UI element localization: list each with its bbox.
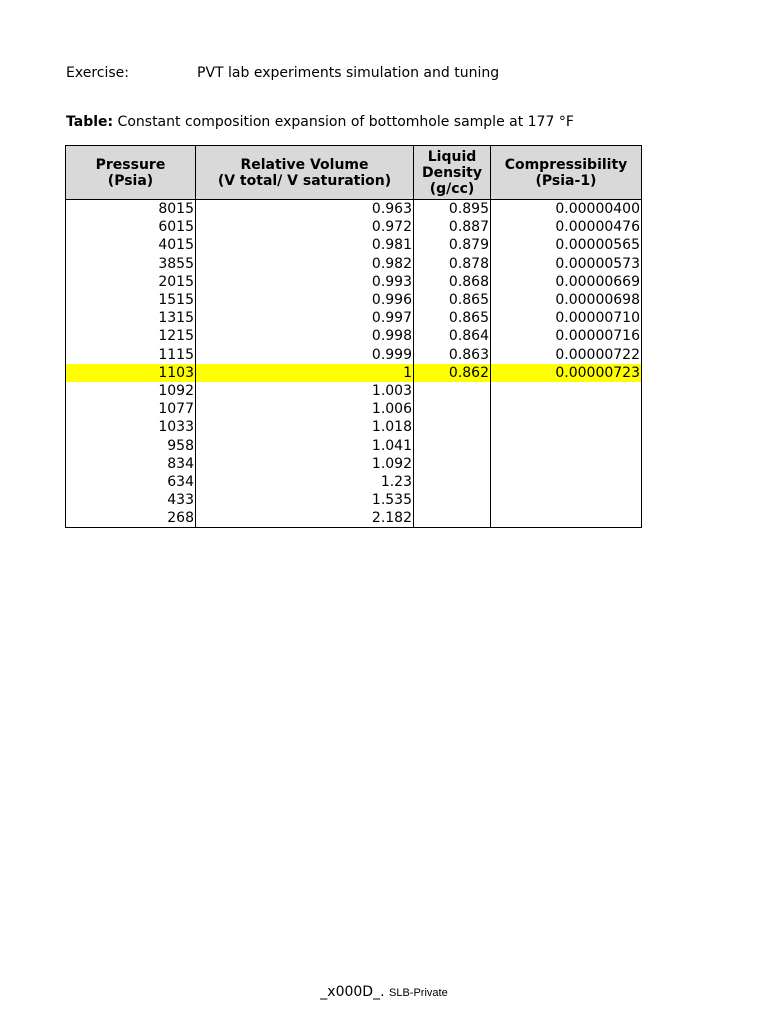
table-row (66, 218, 642, 236)
cell-pressure: 634 (66, 473, 196, 491)
cell-compressibility (491, 418, 642, 436)
cell-rel-volume: 0.982 (196, 255, 414, 273)
cell-density: 0.864 (414, 327, 491, 345)
exercise-title: PVT lab experiments simulation and tuning (197, 65, 500, 81)
cell-rel-volume: 0.998 (196, 327, 414, 345)
cell-compressibility: 0.00000573 (491, 255, 642, 273)
cell-density: 0.865 (414, 291, 491, 309)
cell-rel-volume: 1.092 (196, 455, 414, 473)
header-pressure (66, 146, 196, 200)
cell-density (414, 382, 491, 400)
cell-rel-volume: 0.972 (196, 218, 414, 236)
table-row (66, 291, 642, 309)
cell-compressibility: 0.00000565 (491, 236, 642, 254)
footer-code: _x000D_ (320, 984, 381, 1000)
cell-compressibility (491, 491, 642, 509)
cell-compressibility (491, 382, 642, 400)
cell-density: 0.868 (414, 273, 491, 291)
cell-compressibility: 0.00000716 (491, 327, 642, 345)
cell-compressibility: 0.00000698 (491, 291, 642, 309)
table-row (66, 509, 642, 528)
exercise-label: Exercise: (66, 65, 129, 81)
cell-pressure: 1115 (66, 346, 196, 364)
cell-pressure: 433 (66, 491, 196, 509)
header-line: Density (421, 164, 483, 181)
table-body (66, 200, 642, 528)
cell-density: 0.863 (414, 346, 491, 364)
cell-pressure: 1315 (66, 309, 196, 327)
cell-pressure: 8015 (66, 200, 196, 219)
cell-compressibility: 0.00000723 (491, 364, 642, 382)
cell-pressure: 1077 (66, 400, 196, 418)
header-compressibility (491, 146, 642, 200)
cell-rel-volume: 1.006 (196, 400, 414, 418)
cell-rel-volume: 2.182 (196, 509, 414, 528)
table-row (66, 382, 642, 400)
classification-label: SLB-Private (389, 987, 448, 999)
cell-compressibility: 0.00000669 (491, 273, 642, 291)
cell-density (414, 418, 491, 436)
header-line: Relative Volume (240, 156, 369, 173)
table-caption (66, 114, 574, 130)
header-line: Pressure (95, 156, 166, 173)
page-footer: _x000D_. SLB-Private (320, 984, 448, 1000)
cell-rel-volume: 1.041 (196, 436, 414, 454)
table-row (66, 236, 642, 254)
header-relative-volume (196, 146, 414, 200)
cell-pressure: 268 (66, 509, 196, 528)
table-row (66, 273, 642, 291)
cell-pressure: 1215 (66, 327, 196, 345)
cell-density: 0.879 (414, 236, 491, 254)
cell-pressure: 834 (66, 455, 196, 473)
cell-density (414, 400, 491, 418)
cell-compressibility: 0.00000722 (491, 346, 642, 364)
table-caption-prefix: Table: (66, 114, 114, 130)
table-row (66, 200, 642, 219)
cell-rel-volume: 1 (196, 364, 414, 382)
cell-pressure: 6015 (66, 218, 196, 236)
cell-compressibility: 0.00000476 (491, 218, 642, 236)
header-line: (g/cc) (429, 180, 475, 197)
table-row (66, 346, 642, 364)
cell-density: 0.862 (414, 364, 491, 382)
cell-rel-volume: 1.003 (196, 382, 414, 400)
header-line: (Psia-1) (535, 172, 597, 189)
cell-pressure: 4015 (66, 236, 196, 254)
cell-rel-volume: 0.993 (196, 273, 414, 291)
cell-compressibility (491, 436, 642, 454)
header-line: (V total/ V saturation) (217, 172, 392, 189)
cell-rel-volume: 1.018 (196, 418, 414, 436)
table-row (66, 455, 642, 473)
cell-density: 0.865 (414, 309, 491, 327)
header-liquid-density (414, 146, 491, 200)
table-row (66, 491, 642, 509)
cell-rel-volume: 0.981 (196, 236, 414, 254)
cell-density (414, 491, 491, 509)
table-row (66, 400, 642, 418)
cell-compressibility (491, 473, 642, 491)
header-line: Compressibility (504, 156, 628, 173)
table-row (66, 255, 642, 273)
cell-pressure: 1515 (66, 291, 196, 309)
table-caption-text: Constant composition expansion of bottomhole sample at 177 °F (113, 114, 574, 130)
cell-pressure: 1103 (66, 364, 196, 382)
table-row (66, 327, 642, 345)
cell-rel-volume: 0.963 (196, 200, 414, 219)
cell-rel-volume: 1.535 (196, 491, 414, 509)
cell-rel-volume: 1.23 (196, 473, 414, 491)
table-row (66, 473, 642, 491)
cell-compressibility: 0.00000710 (491, 309, 642, 327)
cell-compressibility: 0.00000400 (491, 200, 642, 219)
cce-table (65, 145, 642, 528)
cell-rel-volume: 0.999 (196, 346, 414, 364)
cell-density: 0.887 (414, 218, 491, 236)
cell-compressibility (491, 455, 642, 473)
cell-pressure: 2015 (66, 273, 196, 291)
table-row (66, 364, 642, 382)
header-line: (Psia) (107, 172, 154, 189)
cell-density: 0.878 (414, 255, 491, 273)
cell-density: 0.895 (414, 200, 491, 219)
table-row (66, 309, 642, 327)
cell-pressure: 3855 (66, 255, 196, 273)
cell-pressure: 958 (66, 436, 196, 454)
cell-density (414, 509, 491, 528)
table-row (66, 418, 642, 436)
cell-density (414, 473, 491, 491)
cell-rel-volume: 0.997 (196, 309, 414, 327)
cell-density (414, 436, 491, 454)
cell-rel-volume: 0.996 (196, 291, 414, 309)
table-row (66, 436, 642, 454)
cell-pressure: 1033 (66, 418, 196, 436)
cell-compressibility (491, 400, 642, 418)
header-line: Liquid (427, 148, 477, 165)
header-row (66, 146, 642, 200)
cell-density (414, 455, 491, 473)
cell-pressure: 1092 (66, 382, 196, 400)
cell-compressibility (491, 509, 642, 528)
